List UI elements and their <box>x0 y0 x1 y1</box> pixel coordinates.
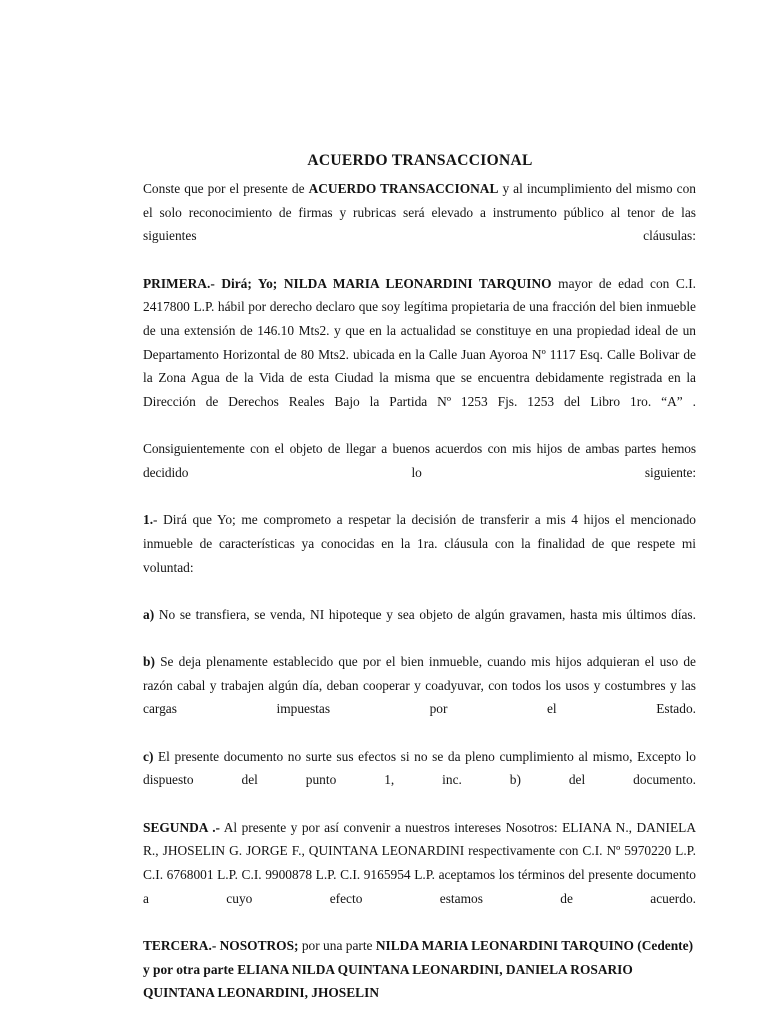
consiguientemente-paragraph: Consiguientemente con el objeto de llegar a buenos acuerdos con mis hijos de ambas partes hemos decidido lo siguiente: <box>143 441 696 480</box>
point-1-number: 1. <box>143 512 154 528</box>
document-body <box>143 177 696 1005</box>
item-a-label: a) <box>143 606 155 622</box>
item-c <box>143 745 696 816</box>
point-1-text: - Dirá que Yo; me comprometo a respetar la decisión de transferir a mis 4 hijos el mencionado inmueble de características ya conocidas en la 1ra. cláusula con la finalidad de que respete mi voluntad: <box>143 512 696 575</box>
clause-tercera <box>143 934 696 1005</box>
item-a <box>143 603 696 650</box>
tercera-text-2: NILDA MARIA LEONARDINI TARQUINO (Cedente) y por otra parte ELIANA NILDA QUINTANA LEONARDINI, DANIELA ROSARIO QUINTANA LEONARDINI, JHOSELIN <box>143 938 694 1001</box>
intro-paragraph <box>143 177 696 272</box>
clause-segunda <box>143 816 696 934</box>
clause-primera <box>143 272 696 438</box>
item-b-text: Se deja plenamente establecido que por el bien inmueble, cuando mis hijos adquieran el uso de razón cabal y trabajen algún día, deban cooperar y coadyuvar, con todos los usos y costumbres y las cargas impuestas por el Estado. <box>143 654 696 717</box>
intro-bold: ACUERDO TRANSACCIONAL <box>308 181 499 196</box>
item-a-text: No se transfiera, se venda, NI hipoteque y sea objeto de algún gravamen, hasta mis últimos días. <box>154 606 696 622</box>
document-title: ACUERDO TRANSACCIONAL <box>307 152 533 169</box>
item-b-label: b) <box>143 654 155 670</box>
item-c-label: c) <box>143 748 154 764</box>
item-b <box>143 650 696 745</box>
segunda-text: Al presente y por así convenir a nuestros intereses Nosotros: ELIANA N., DANIELA R., JHOSELIN G. JORGE F., QUINTANA LEONARDINI respectivamente con C.I. Nº 5970220 L.P. C.I. 6768001 L.P. C.I. 9900878 L.P. C.I. 9165954 L.P. aceptamos los términos del presente documento a cuyo efecto estamos de acuerdo. <box>143 819 696 906</box>
intro-text-a: Conste que por el presente de <box>143 181 309 196</box>
tercera-heading: TERCERA.- NOSOTROS; <box>143 938 299 953</box>
point-1 <box>143 508 696 603</box>
segunda-heading: SEGUNDA .- <box>143 819 221 835</box>
primera-heading: PRIMERA.- Dirá; Yo; NILDA MARIA LEONARDINI TARQUINO <box>143 275 552 291</box>
item-c-text: El presente documento no surte sus efectos si no se da pleno cumplimiento al mismo, Excepto lo dispuesto del punto 1, inc. b) del documento. <box>143 748 696 788</box>
intro-text-c: y al incumplimiento del mismo con el solo reconocimiento de firmas y rubricas será elevado a instrumento público al tenor de las siguientes cláusulas: <box>143 181 696 244</box>
primera-text: mayor de edad con C.I. 2417800 L.P. hábil por derecho declaro que soy legítima propietaria de una fracción del bien inmueble de una extensión de 146.10 Mts2. y que en la actualidad se constituye en una propiedad ideal de un Departamento Horizontal de 80 Mts2. ubicada en la Calle Juan Ayoroa Nº 1117 Esq. Calle Bolivar de la Zona Agua de la Vida de esta Ciudad la misma que se encuentra debidamente registrada en la Dirección de Derechos Reales Bajo la Partida Nº 1253 Fjs. 1253 del Libro 1ro. “A” . <box>143 275 696 409</box>
tercera-text-1: por una parte <box>298 938 376 953</box>
